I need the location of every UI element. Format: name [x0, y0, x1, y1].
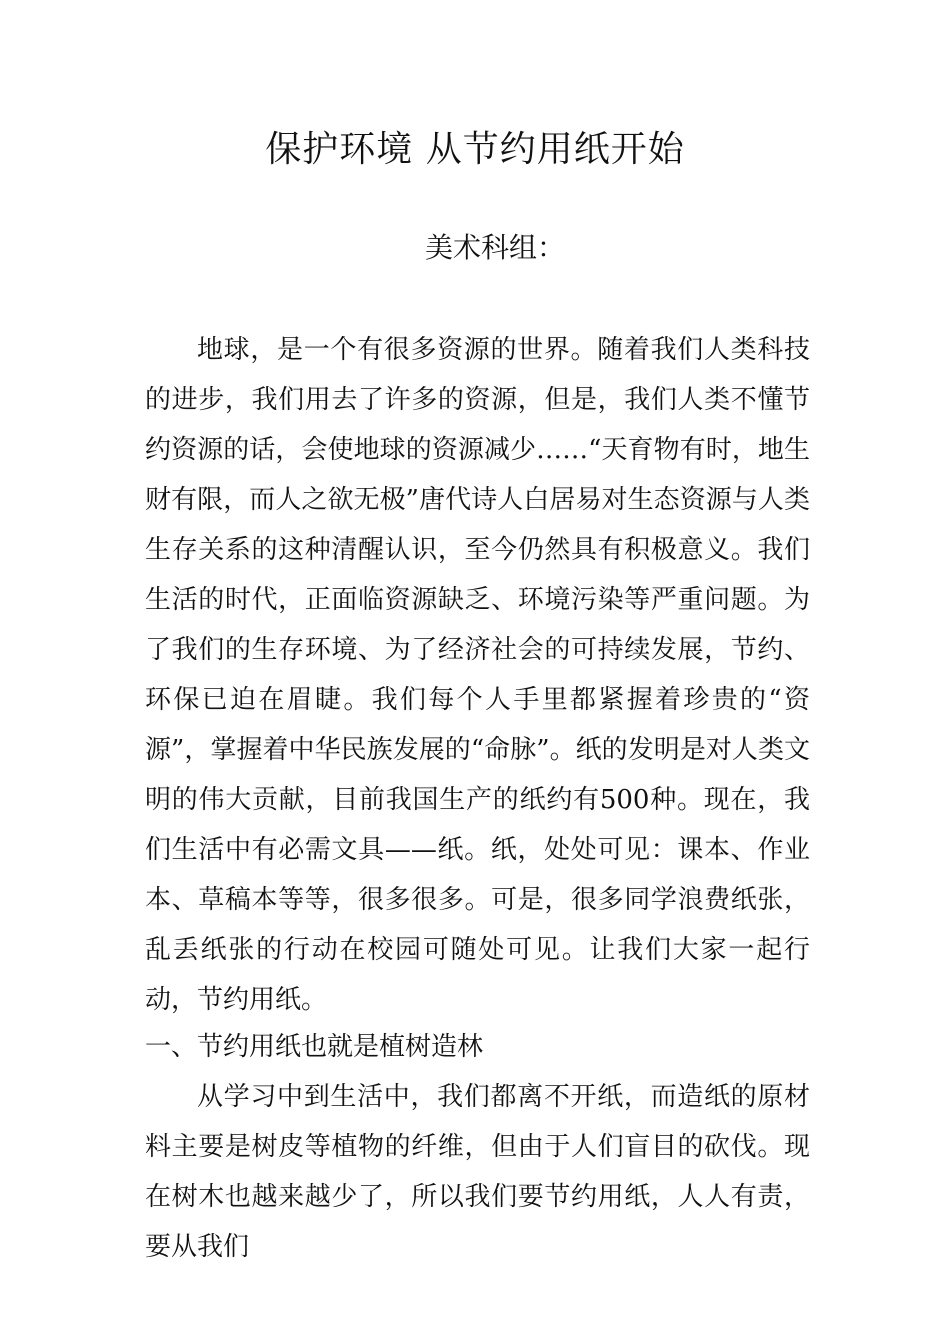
document-title: 保护环境 从节约用纸开始	[265, 129, 685, 170]
intro-paragraph: 地球，是一个有很多资源的世界。随着我们人类科技的进步，我们用去了许多的资源，但是，我们人类不懂节约资源的话，会使地球的资源减少……“天育物有时，地生财有限，而人之欲无极”唐代诗人白居易对生态资源与人类生存关系的这种清醒认识，至今仍然具有积极意义。我们生活的时代，正面临资源缺乏、环境污染等严重问题。为了我们的生存环境、为了经济社会的可持续发展，节约、环保已迫在眉睫。我们每个人手里都紧握着珍贵的“资源”，掌握着中华民族发展的“命脉”。纸的发明是对人类文明的伟大贡献，目前我国生产的纸约有500种。现在，我们生活中有必需文具——纸。纸，处处可见：课本、作业本、草稿本等等，很多很多。可是，很多同学浪费纸张，乱丢纸张的行动在校园可随处可见。让我们大家一起行动，节约用纸。	[145, 335, 810, 1015]
section-heading: 一、节约用纸也就是植树造林	[145, 1032, 484, 1062]
section-paragraph: 从学习中到生活中，我们都离不开纸，而造纸的原材料主要是树皮等植物的纤维，但由于人们盲目的砍伐。现在树木也越来越少了，所以我们要节约用纸，人人有责，要从我们	[145, 1082, 810, 1262]
author-line: 美术科组：	[425, 231, 566, 264]
